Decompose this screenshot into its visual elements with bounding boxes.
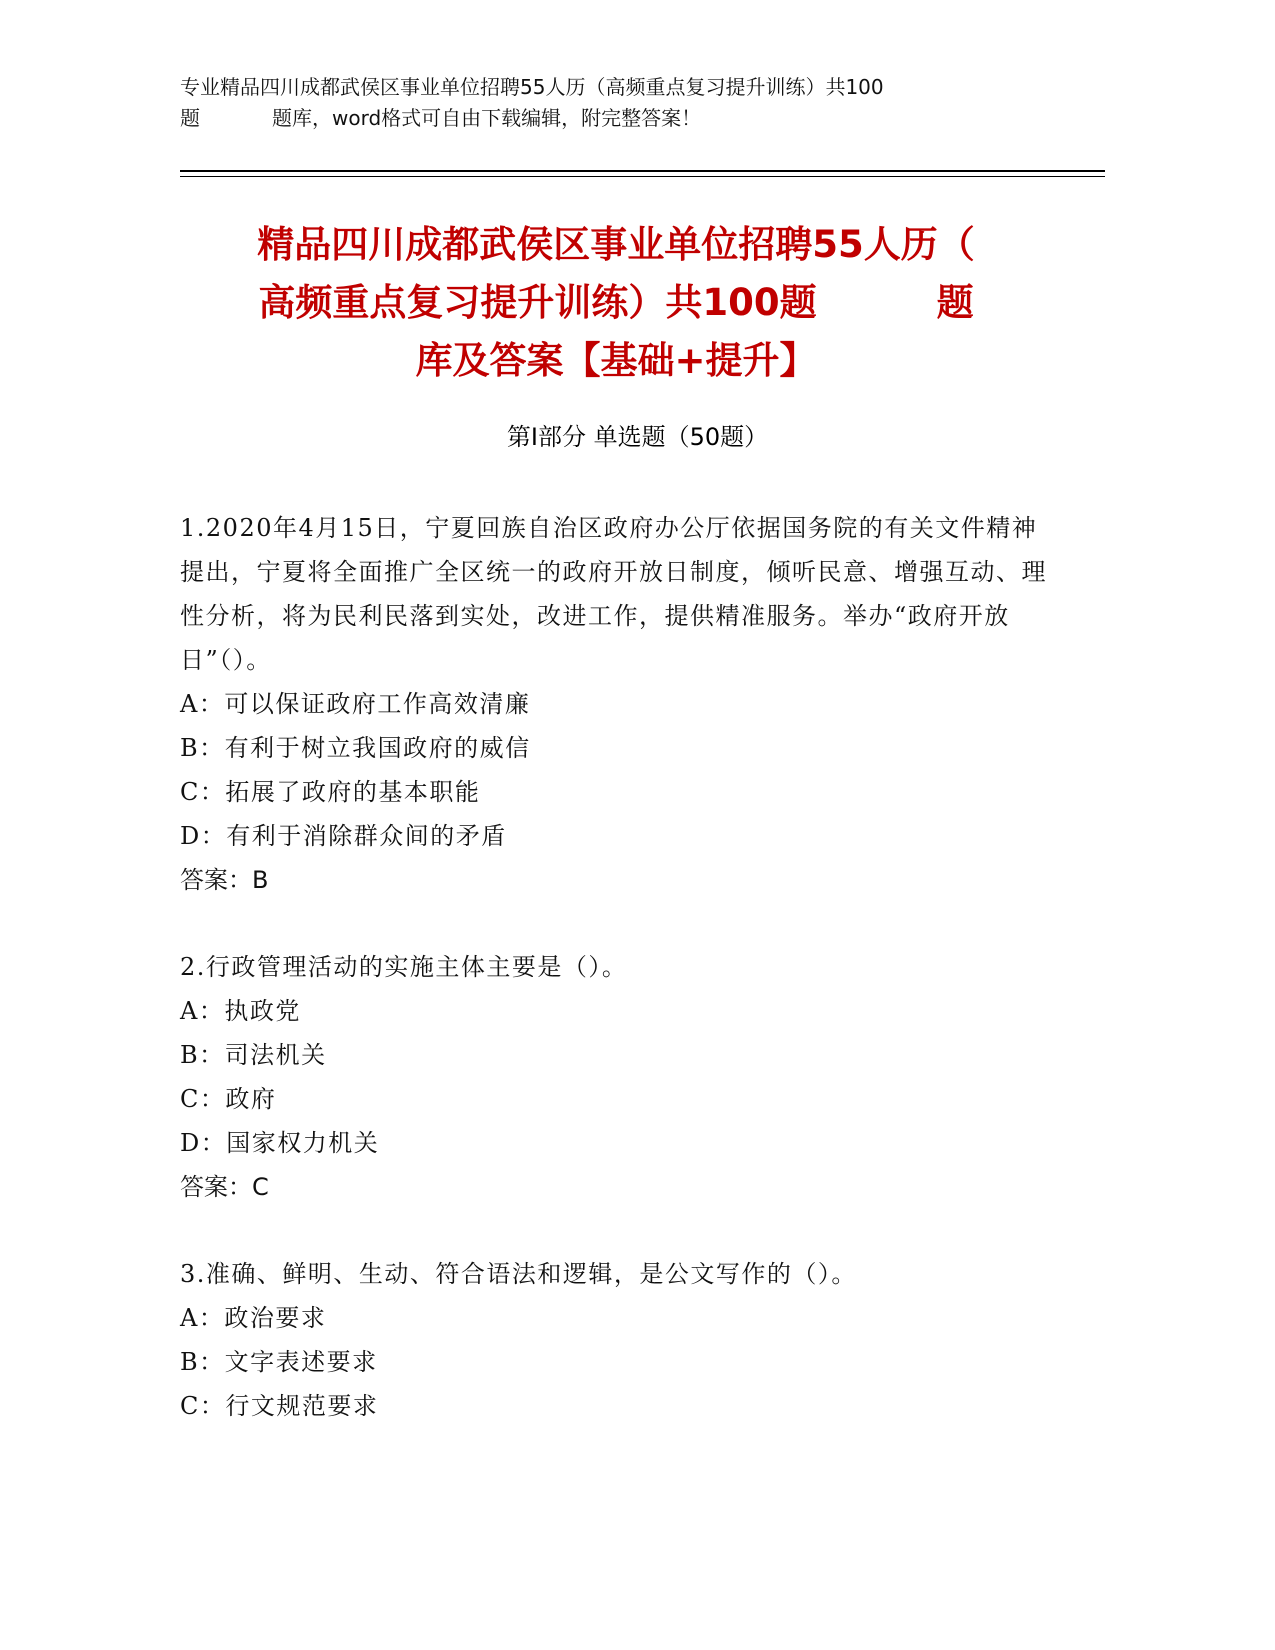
header-rule-thin — [180, 176, 1105, 177]
option-c: C：拓展了政府的基本职能 — [180, 778, 481, 806]
question-3 — [180, 1252, 1050, 1428]
header-rule-thick — [180, 170, 1105, 172]
header-note-line-1: 专业精品四川成都武侯区事业单位招聘55人历（高频重点复习提升训练）共100 — [180, 75, 884, 99]
document-title-line-2-left: 高频重点复习提升训练）共100题 — [258, 281, 817, 324]
question-1 — [180, 506, 1050, 902]
option-a: A：可以保证政府工作高效清廉 — [180, 690, 531, 718]
option-d: D：国家权力机关 — [180, 1129, 380, 1157]
document-title-line-2 — [176, 274, 1056, 332]
option-b: B：司法机关 — [180, 1041, 327, 1069]
answer-line: 答案：C — [180, 1173, 269, 1201]
question-stem: 3.准确、鲜明、生动、符合语法和逻辑，是公文写作的（）。 — [180, 1260, 857, 1288]
document-title — [176, 216, 1056, 390]
question-2 — [180, 945, 1050, 1209]
option-a: A：政治要求 — [180, 1304, 327, 1332]
option-c: C：政府 — [180, 1085, 277, 1113]
header-note-line-2-right: 题库，word格式可自由下载编辑，附完整答案！ — [272, 106, 702, 130]
header-note-line-2 — [180, 103, 1080, 134]
option-d: D：有利于消除群众间的矛盾 — [180, 822, 507, 850]
option-a: A：执政党 — [180, 997, 301, 1025]
question-stem: 2.行政管理活动的实施主体主要是（）。 — [180, 953, 628, 981]
option-c: C：行文规范要求 — [180, 1392, 379, 1420]
answer-line: 答案：B — [180, 866, 269, 894]
question-list — [180, 506, 1050, 1471]
header-note — [180, 72, 1080, 134]
document-title-line-3: 库及答案【基础+提升】 — [415, 339, 817, 382]
option-b: B：有利于树立我国政府的威信 — [180, 734, 531, 762]
document-title-line-1: 精品四川成都武侯区事业单位招聘55人历（ — [257, 223, 975, 266]
header-note-line-2-left: 题 — [180, 106, 200, 130]
question-stem: 1.2020年4月15日，宁夏回族自治区政府办公厅依据国务院的有关文件精神提出，宁夏将全面推广全区统一的政府开放日制度，倾听民意、增强互动、理性分析，将为民利民落到实处，改进工作，提供精准服务。举办“政府开放日”（）。 — [180, 514, 1047, 674]
option-b: B：文字表述要求 — [180, 1348, 378, 1376]
section-title: 第Ⅰ部分 单选题（50题） — [506, 423, 769, 451]
document-title-line-2-right: 题 — [936, 281, 974, 324]
